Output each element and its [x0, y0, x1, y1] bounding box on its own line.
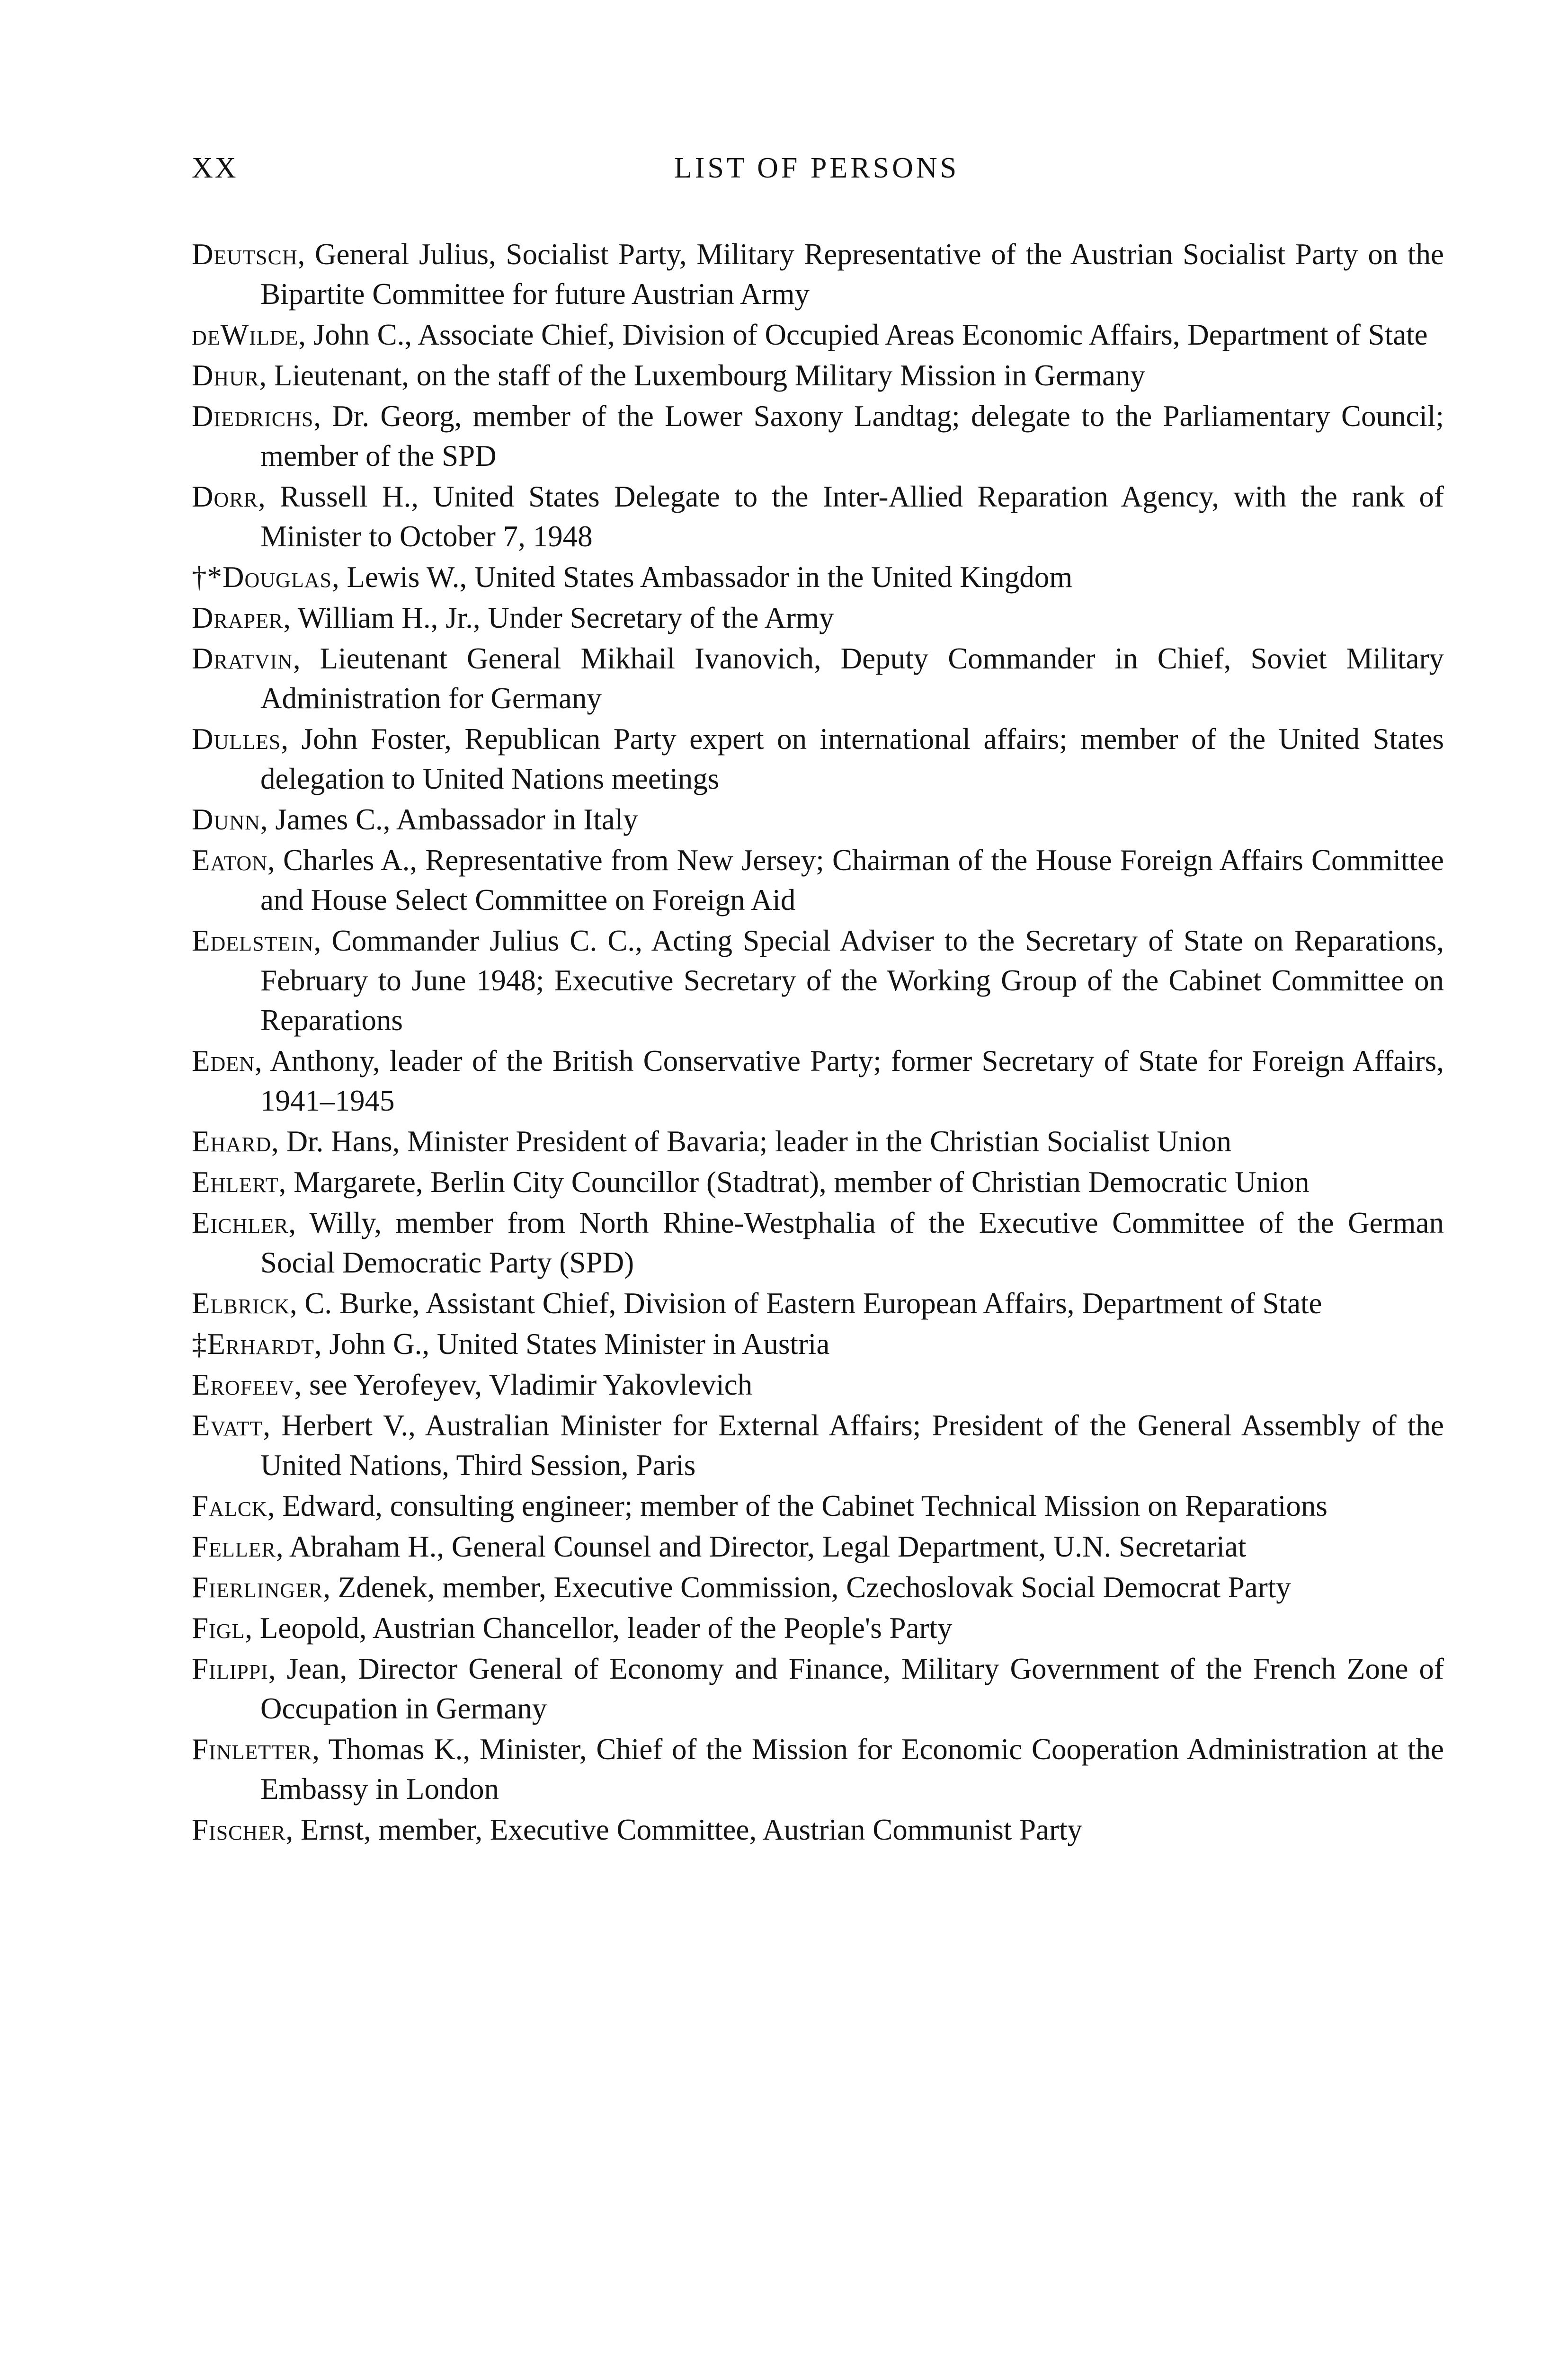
person-surname: Feller — [192, 1530, 276, 1563]
list-item — [192, 840, 1444, 920]
person-surname: Evatt — [192, 1409, 263, 1442]
person-description: , Lieutenant General Mikhail Ivanovich, Deputy Commander in Chief, Soviet Military Administration for Germany — [260, 642, 1444, 715]
person-description: , Dr. Hans, Minister President of Bavaria; leader in the Christian Socialist Union — [271, 1125, 1232, 1158]
person-surname: Falck — [192, 1489, 267, 1522]
person-surname: Dulles — [192, 722, 281, 756]
person-surname: Dunn — [192, 803, 260, 836]
page-title: LIST OF PERSONS — [674, 152, 960, 184]
person-surname: deWilde — [192, 318, 299, 351]
person-surname: Erofeev — [192, 1368, 294, 1401]
person-description: , General Julius, Socialist Party, Military Representative of the Austrian Socialist Party on the Bipartite Committee for future Austrian Army — [260, 238, 1444, 311]
person-description: , Lieutenant, on the staff of the Luxembourg Military Mission in Germany — [259, 359, 1145, 392]
person-description: , Herbert V., Australian Minister for External Affairs; President of the General Assembly of the United Nations, Third Session, Paris — [260, 1409, 1444, 1482]
person-surname: Eaton — [192, 844, 268, 877]
list-item — [192, 1406, 1444, 1485]
person-description: , Russell H., United States Delegate to the Inter-Allied Reparation Agency, with the rank of Minister to October 7, 1948 — [258, 480, 1444, 553]
person-description: , Zdenek, member, Executive Commission, Czechoslovak Social Democrat Party — [323, 1571, 1291, 1604]
list-item — [192, 921, 1444, 1040]
person-description: , Edward, consulting engineer; member of the Cabinet Technical Mission on Reparations — [267, 1489, 1327, 1522]
person-description: , Anthony, leader of the British Conservative Party; former Secretary of State for Foreign Affairs, 1941–1945 — [254, 1044, 1444, 1117]
list-item — [192, 639, 1444, 718]
person-surname: Deutsch — [192, 238, 298, 271]
person-surname: Eichler — [192, 1206, 289, 1239]
person-surname: Eden — [192, 1044, 255, 1077]
person-description: , Leopold, Austrian Chancellor, leader of the People's Party — [245, 1611, 953, 1645]
person-description: , Charles A., Representative from New Jersey; Chairman of the House Foreign Affairs Committee and House Select Committee on Foreign Aid — [260, 844, 1444, 917]
person-surname: Figl — [192, 1611, 245, 1645]
person-description: , Lewis W., United States Ambassador in the United Kingdom — [331, 561, 1073, 594]
person-description: , Commander Julius C. C., Acting Special Adviser to the Secretary of State on Reparations, February to June 1948; Executive Secretary of the Working Group of the Cabinet Committee on Reparations — [260, 924, 1444, 1037]
person-surname: Filippi — [192, 1652, 268, 1685]
list-item — [192, 557, 1444, 597]
person-description: , Jean, Director General of Economy and Finance, Military Government of the French Zone of Occupation in Germany — [260, 1652, 1444, 1725]
list-item — [192, 1041, 1444, 1121]
person-description: , Willy, member from North Rhine-Westphalia of the Executive Committee of the German Social Democratic Party (SPD) — [260, 1206, 1444, 1279]
list-item — [192, 1486, 1444, 1526]
list-item — [192, 315, 1444, 355]
person-surname: Dratvin — [192, 642, 293, 675]
list-item — [192, 1527, 1444, 1566]
list-item — [192, 800, 1444, 839]
person-surname: Finletter — [192, 1733, 312, 1766]
list-item — [192, 477, 1444, 556]
list-item — [192, 1729, 1444, 1809]
person-description: , Thomas K., Minister, Chief of the Mission for Economic Cooperation Administration at the Embassy in London — [260, 1733, 1444, 1806]
list-item — [192, 1203, 1444, 1282]
person-list — [192, 234, 1444, 1851]
person-surname: Ehlert — [192, 1166, 279, 1199]
list-item — [192, 1162, 1444, 1202]
person-surname: ‡Erhardt — [192, 1327, 314, 1361]
person-description: , James C., Ambassador in Italy — [260, 803, 638, 836]
list-item — [192, 356, 1444, 395]
list-item — [192, 1283, 1444, 1323]
running-head — [192, 151, 1442, 199]
person-description: , Dr. Georg, member of the Lower Saxony Landtag; delegate to the Parliamentary Council; member of the SPD — [260, 400, 1444, 472]
list-item — [192, 719, 1444, 799]
person-surname: Dhur — [192, 359, 259, 392]
person-description: , John G., United States Minister in Austria — [314, 1327, 830, 1361]
list-item — [192, 234, 1444, 314]
person-surname: Dorr — [192, 480, 258, 513]
person-surname: Fierlinger — [192, 1571, 323, 1604]
person-description: , Ernst, member, Executive Committee, Austrian Communist Party — [285, 1813, 1082, 1846]
person-description: , Abraham H., General Counsel and Director, Legal Department, U.N. Secretariat — [276, 1530, 1247, 1563]
person-description: , John C., Associate Chief, Division of Occupied Areas Economic Affairs, Department of State — [298, 318, 1428, 351]
list-item — [192, 1608, 1444, 1648]
list-item — [192, 1810, 1444, 1850]
list-item — [192, 396, 1444, 476]
list-item — [192, 598, 1444, 638]
list-item — [192, 1567, 1444, 1607]
person-surname: Fischer — [192, 1813, 286, 1846]
person-surname: †*Douglas — [192, 561, 332, 594]
person-surname: Ehard — [192, 1125, 272, 1158]
person-description: , see Yerofeyev, Vladimir Yakovlevich — [294, 1368, 753, 1401]
page-number: XX — [192, 152, 238, 184]
list-item — [192, 1121, 1444, 1161]
list-item — [192, 1324, 1444, 1364]
list-item — [192, 1649, 1444, 1728]
person-surname: Edelstein — [192, 924, 314, 957]
person-surname: Diedrichs — [192, 400, 314, 433]
list-item — [192, 1365, 1444, 1405]
person-surname: Draper — [192, 601, 284, 634]
person-description: , William H., Jr., Under Secretary of the Army — [283, 601, 834, 634]
person-description: , C. Burke, Assistant Chief, Division of Eastern European Affairs, Department of State — [289, 1287, 1322, 1320]
person-description: , John Foster, Republican Party expert on international affairs; member of the United States delegation to United Nations meetings — [260, 722, 1444, 795]
person-surname: Elbrick — [192, 1287, 290, 1320]
person-description: , Margarete, Berlin City Councillor (Stadtrat), member of Christian Democratic Union — [278, 1166, 1310, 1199]
